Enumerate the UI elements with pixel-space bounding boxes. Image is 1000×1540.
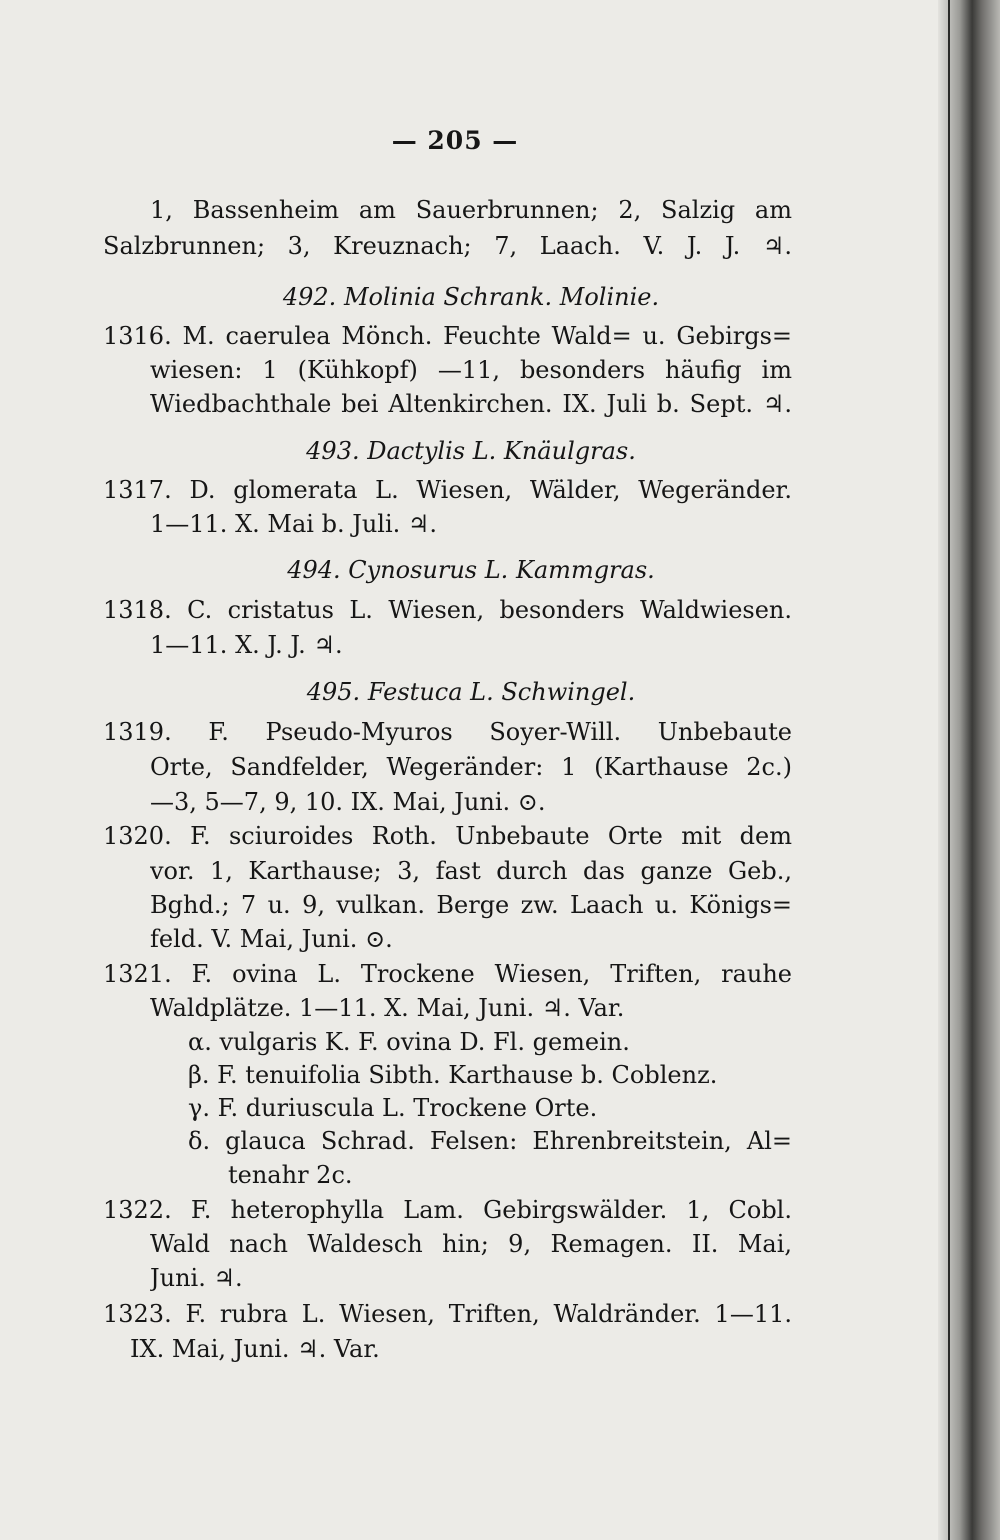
genus-heading: 493. Dactylis L. Knäulgras. (306, 437, 636, 465)
text-line: 1—11. X. J. J. ♃. (150, 631, 343, 659)
variety-line: α. vulgaris K. F. ovina D. Fl. gemein. (188, 1028, 630, 1056)
text-line: Wiedbachthale bei Altenkirchen. IX. Juli b. Sept. ♃. (150, 390, 792, 418)
genus-heading: 492. Molinia Schrank. Molinie. (282, 283, 660, 311)
text-line: Juni. ♃. (150, 1264, 243, 1292)
text-line: vor. 1, Karthause; 3, fast durch das ganze Geb., (150, 857, 792, 885)
text-line: tenahr 2c. (228, 1161, 353, 1189)
text-line: Bghd.; 7 u. 9, vulkan. Berge zw. Laach u. Königs= (150, 891, 792, 919)
text-line: Salzbrunnen; 3, Kreuznach; 7, Laach. V. J. J. ♃. (103, 232, 792, 260)
species-entry: 1322. F. heterophylla Lam. Gebirgswälder. 1, Cobl. (103, 1196, 792, 1224)
text-line: 1, Bassenheim am Sauerbrunnen; 2, Salzig am (150, 196, 792, 224)
genus-heading: 494. Cynosurus L. Kammgras. (287, 556, 655, 584)
variety-line: β. F. tenuifolia Sibth. Karthause b. Coblenz. (188, 1061, 718, 1089)
text-line: —3, 5—7, 9, 10. IX. Mai, Juni. ⊙. (150, 788, 546, 816)
variety-line: γ. F. duriuscula L. Trockene Orte. (188, 1094, 598, 1122)
species-entry: 1321. F. ovina L. Trockene Wiesen, Triften, rauhe (103, 960, 792, 988)
page-number: — 205 — (391, 126, 519, 155)
text-line: Orte, Sandfelder, Wegeränder: 1 (Karthause 2c.) (150, 753, 792, 781)
species-entry: 1323. F. rubra L. Wiesen, Triften, Waldränder. 1—11. (103, 1300, 792, 1328)
genus-heading: 495. Festuca L. Schwingel. (306, 678, 636, 706)
species-entry: 1320. F. sciuroides Roth. Unbebaute Orte mit dem (103, 822, 792, 850)
text-line: wiesen: 1 (Kühkopf) —11, besonders häufig im (150, 356, 792, 384)
text-line: IX. Mai, Juni. ♃. Var. (130, 1335, 380, 1363)
text-line: feld. V. Mai, Juni. ⊙. (150, 925, 393, 953)
text-line: 1—11. X. Mai b. Juli. ♃. (150, 510, 438, 538)
species-entry: 1316. M. caerulea Mönch. Feuchte Wald= u. Gebirgs= (103, 322, 792, 350)
species-entry: 1318. C. cristatus L. Wiesen, besonders Waldwiesen. (103, 596, 792, 624)
variety-line: δ. glauca Schrad. Felsen: Ehrenbreitstein, Al= (188, 1127, 792, 1155)
text-line: Waldplätze. 1—11. X. Mai, Juni. ♃. Var. (150, 994, 625, 1022)
species-entry: 1319. F. Pseudo-Myuros Soyer-Will. Unbebaute (103, 718, 792, 746)
text-line: Wald nach Waldesch hin; 9, Remagen. II. Mai, (150, 1230, 792, 1258)
species-entry: 1317. D. glomerata L. Wiesen, Wälder, Wegeränder. (103, 476, 792, 504)
